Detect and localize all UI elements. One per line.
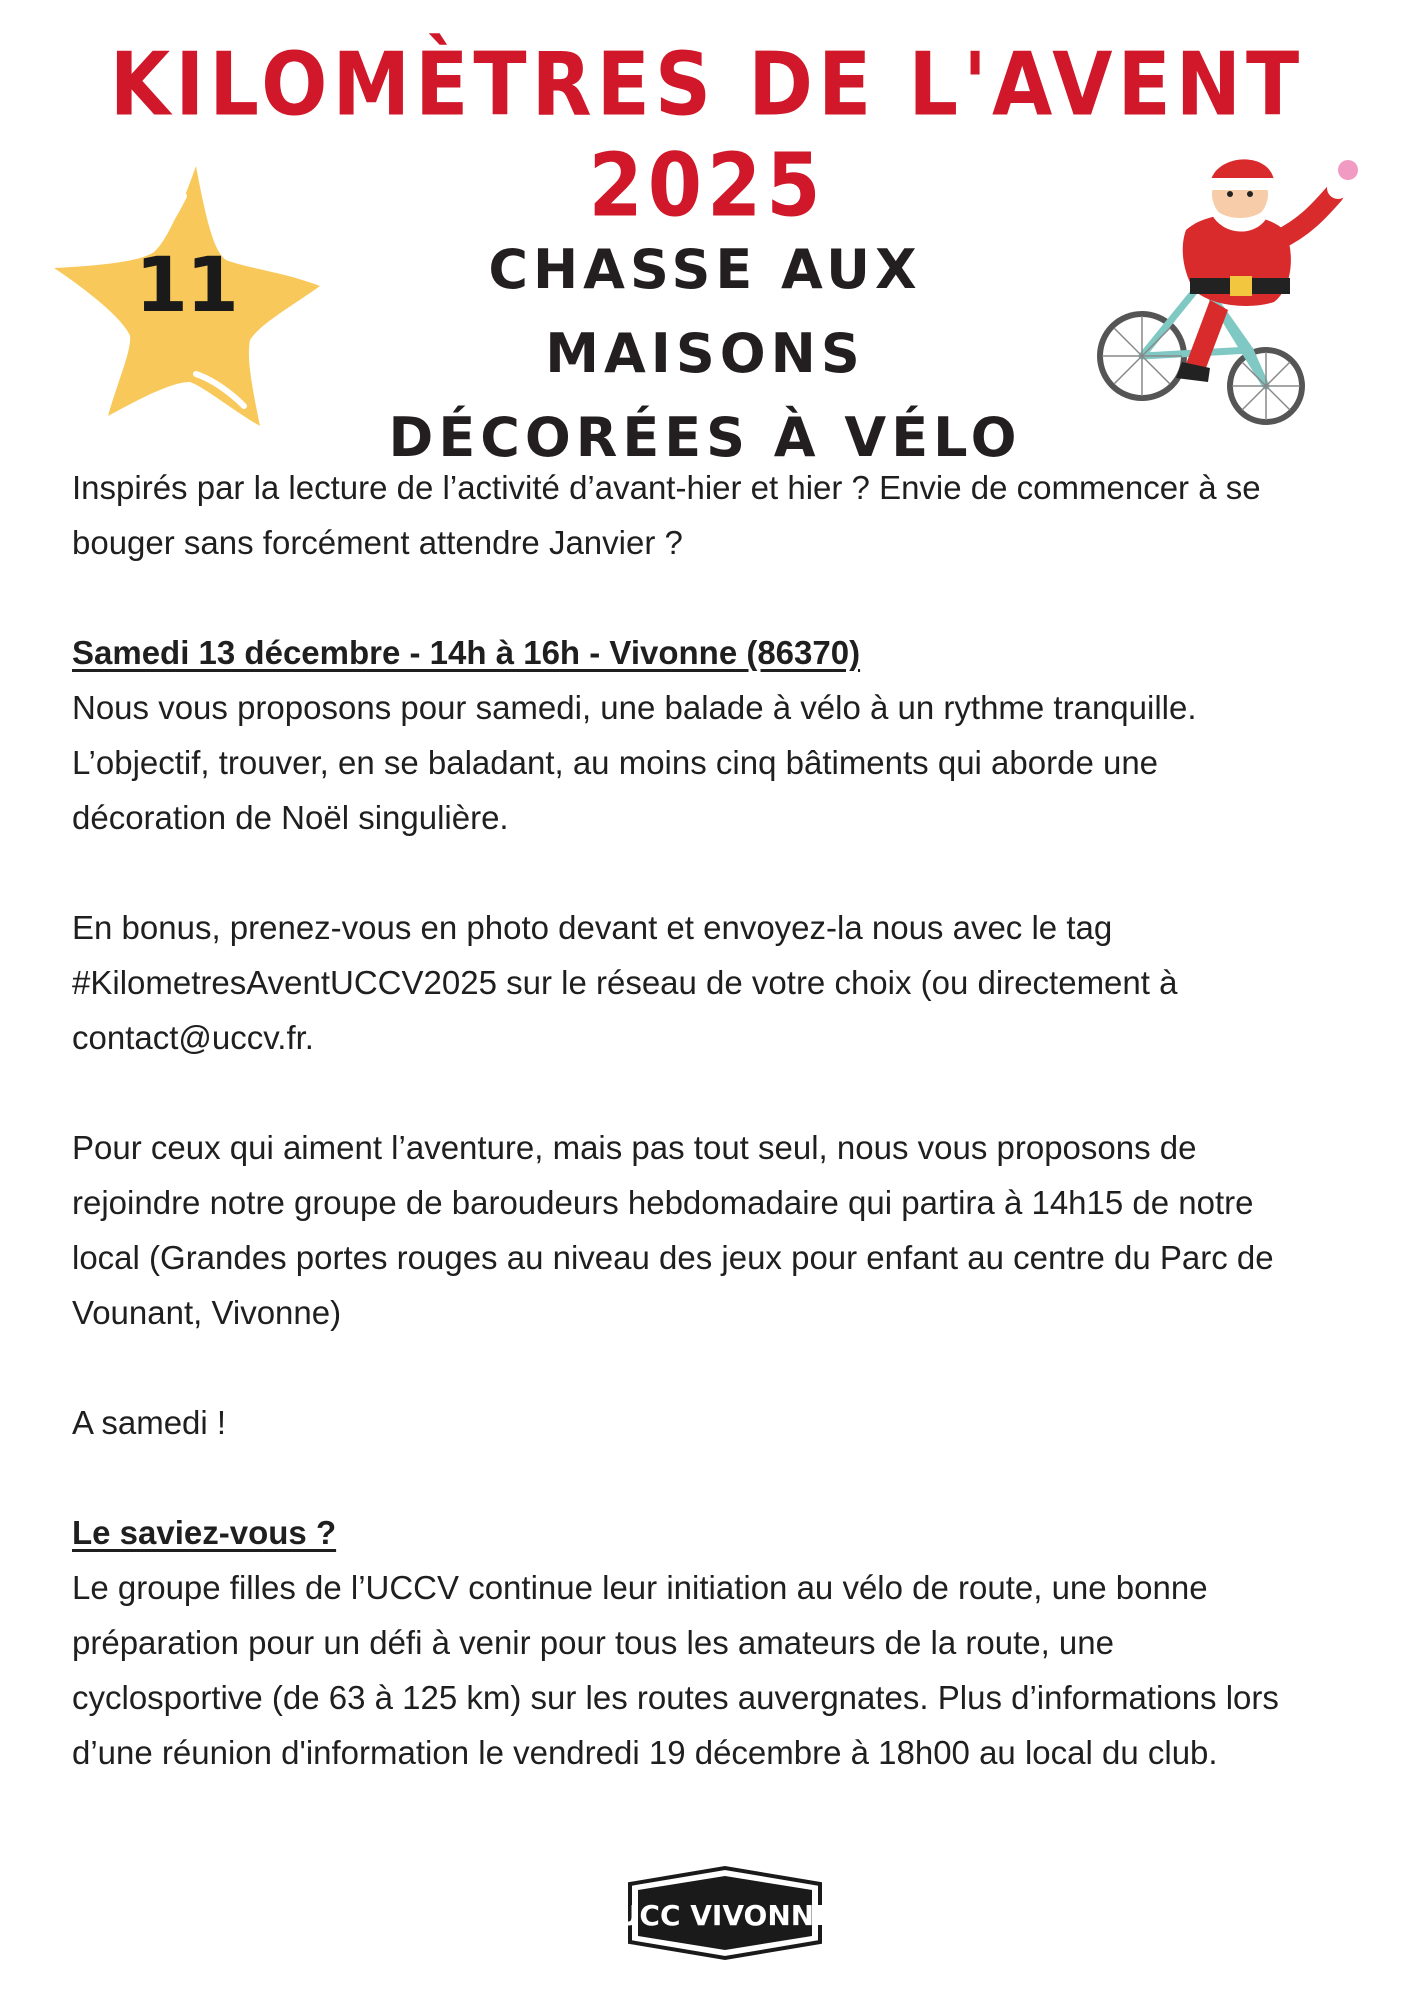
- did-you-know-line: d’une réunion d'information le vendredi 19 décembre à 18h00 au local du club.: [72, 1734, 1218, 1771]
- did-you-know-line: préparation pour un défi à venir pour tous les amateurs de la route, une: [72, 1624, 1114, 1661]
- santa-on-bicycle-illustration: [1090, 150, 1380, 430]
- adventure-line: local (Grandes portes rouges au niveau des jeux pour enfant au centre du Parc de: [72, 1239, 1274, 1276]
- intro-line: Inspirés par la lecture de l’activité d’avant-hier et hier ? Envie de commencer à se: [72, 469, 1261, 506]
- did-you-know-heading: Le saviez-vous ?: [72, 1514, 337, 1551]
- subtitle-line-2: DÉCORÉES À VÉLO: [388, 406, 1022, 469]
- main-title: KILOMÈTRES DE L'AVENT 2025: [109, 35, 1305, 237]
- logo-text: UCC VIVONNE: [616, 1899, 834, 1932]
- ucc-vivonne-logo: [612, 1862, 838, 1964]
- did-you-know-paragraph: [72, 1505, 1372, 1780]
- closing-line: A samedi !: [72, 1404, 227, 1441]
- day-number: 11: [135, 240, 237, 329]
- adventure-line: rejoindre notre groupe de baroudeurs hebdomadaire qui partira à 14h15 de notre: [72, 1184, 1254, 1221]
- bonus-line: contact@uccv.fr.: [72, 1019, 314, 1056]
- adventure-paragraph: [72, 1120, 1372, 1340]
- event-line: L’objectif, trouver, en se baladant, au moins cinq bâtiments qui aborde une: [72, 744, 1159, 781]
- event-paragraph: [72, 625, 1372, 845]
- body-text: [72, 460, 1372, 1835]
- subtitle-line-1: CHASSE AUX MAISONS: [488, 238, 922, 385]
- intro-line: bouger sans forcément attendre Janvier ?: [72, 524, 683, 561]
- bonus-line: En bonus, prenez-vous en photo devant et envoyez-la nous avec le tag: [72, 909, 1113, 946]
- subtitle: [330, 228, 1080, 480]
- event-heading: Samedi 13 décembre - 14h à 16h - Vivonne (86370): [72, 634, 861, 671]
- closing-paragraph: [72, 1395, 1372, 1450]
- adventure-line: Vounant, Vivonne): [72, 1294, 342, 1331]
- event-line: Nous vous proposons pour samedi, une balade à vélo à un rythme tranquille.: [72, 689, 1197, 726]
- bonus-paragraph: [72, 900, 1372, 1065]
- did-you-know-line: cyclosportive (de 63 à 125 km) sur les routes auvergnates. Plus d’informations lors: [72, 1679, 1279, 1716]
- event-line: décoration de Noël singulière.: [72, 799, 509, 836]
- did-you-know-line: Le groupe filles de l’UCCV continue leur initiation au vélo de route, une bonne: [72, 1569, 1208, 1606]
- bonus-line: #KilometresAventUCCV2025 sur le réseau de votre choix (ou directement à: [72, 964, 1178, 1001]
- intro-paragraph: [72, 460, 1372, 570]
- adventure-line: Pour ceux qui aiment l’aventure, mais pas tout seul, nous vous proposons de: [72, 1129, 1197, 1166]
